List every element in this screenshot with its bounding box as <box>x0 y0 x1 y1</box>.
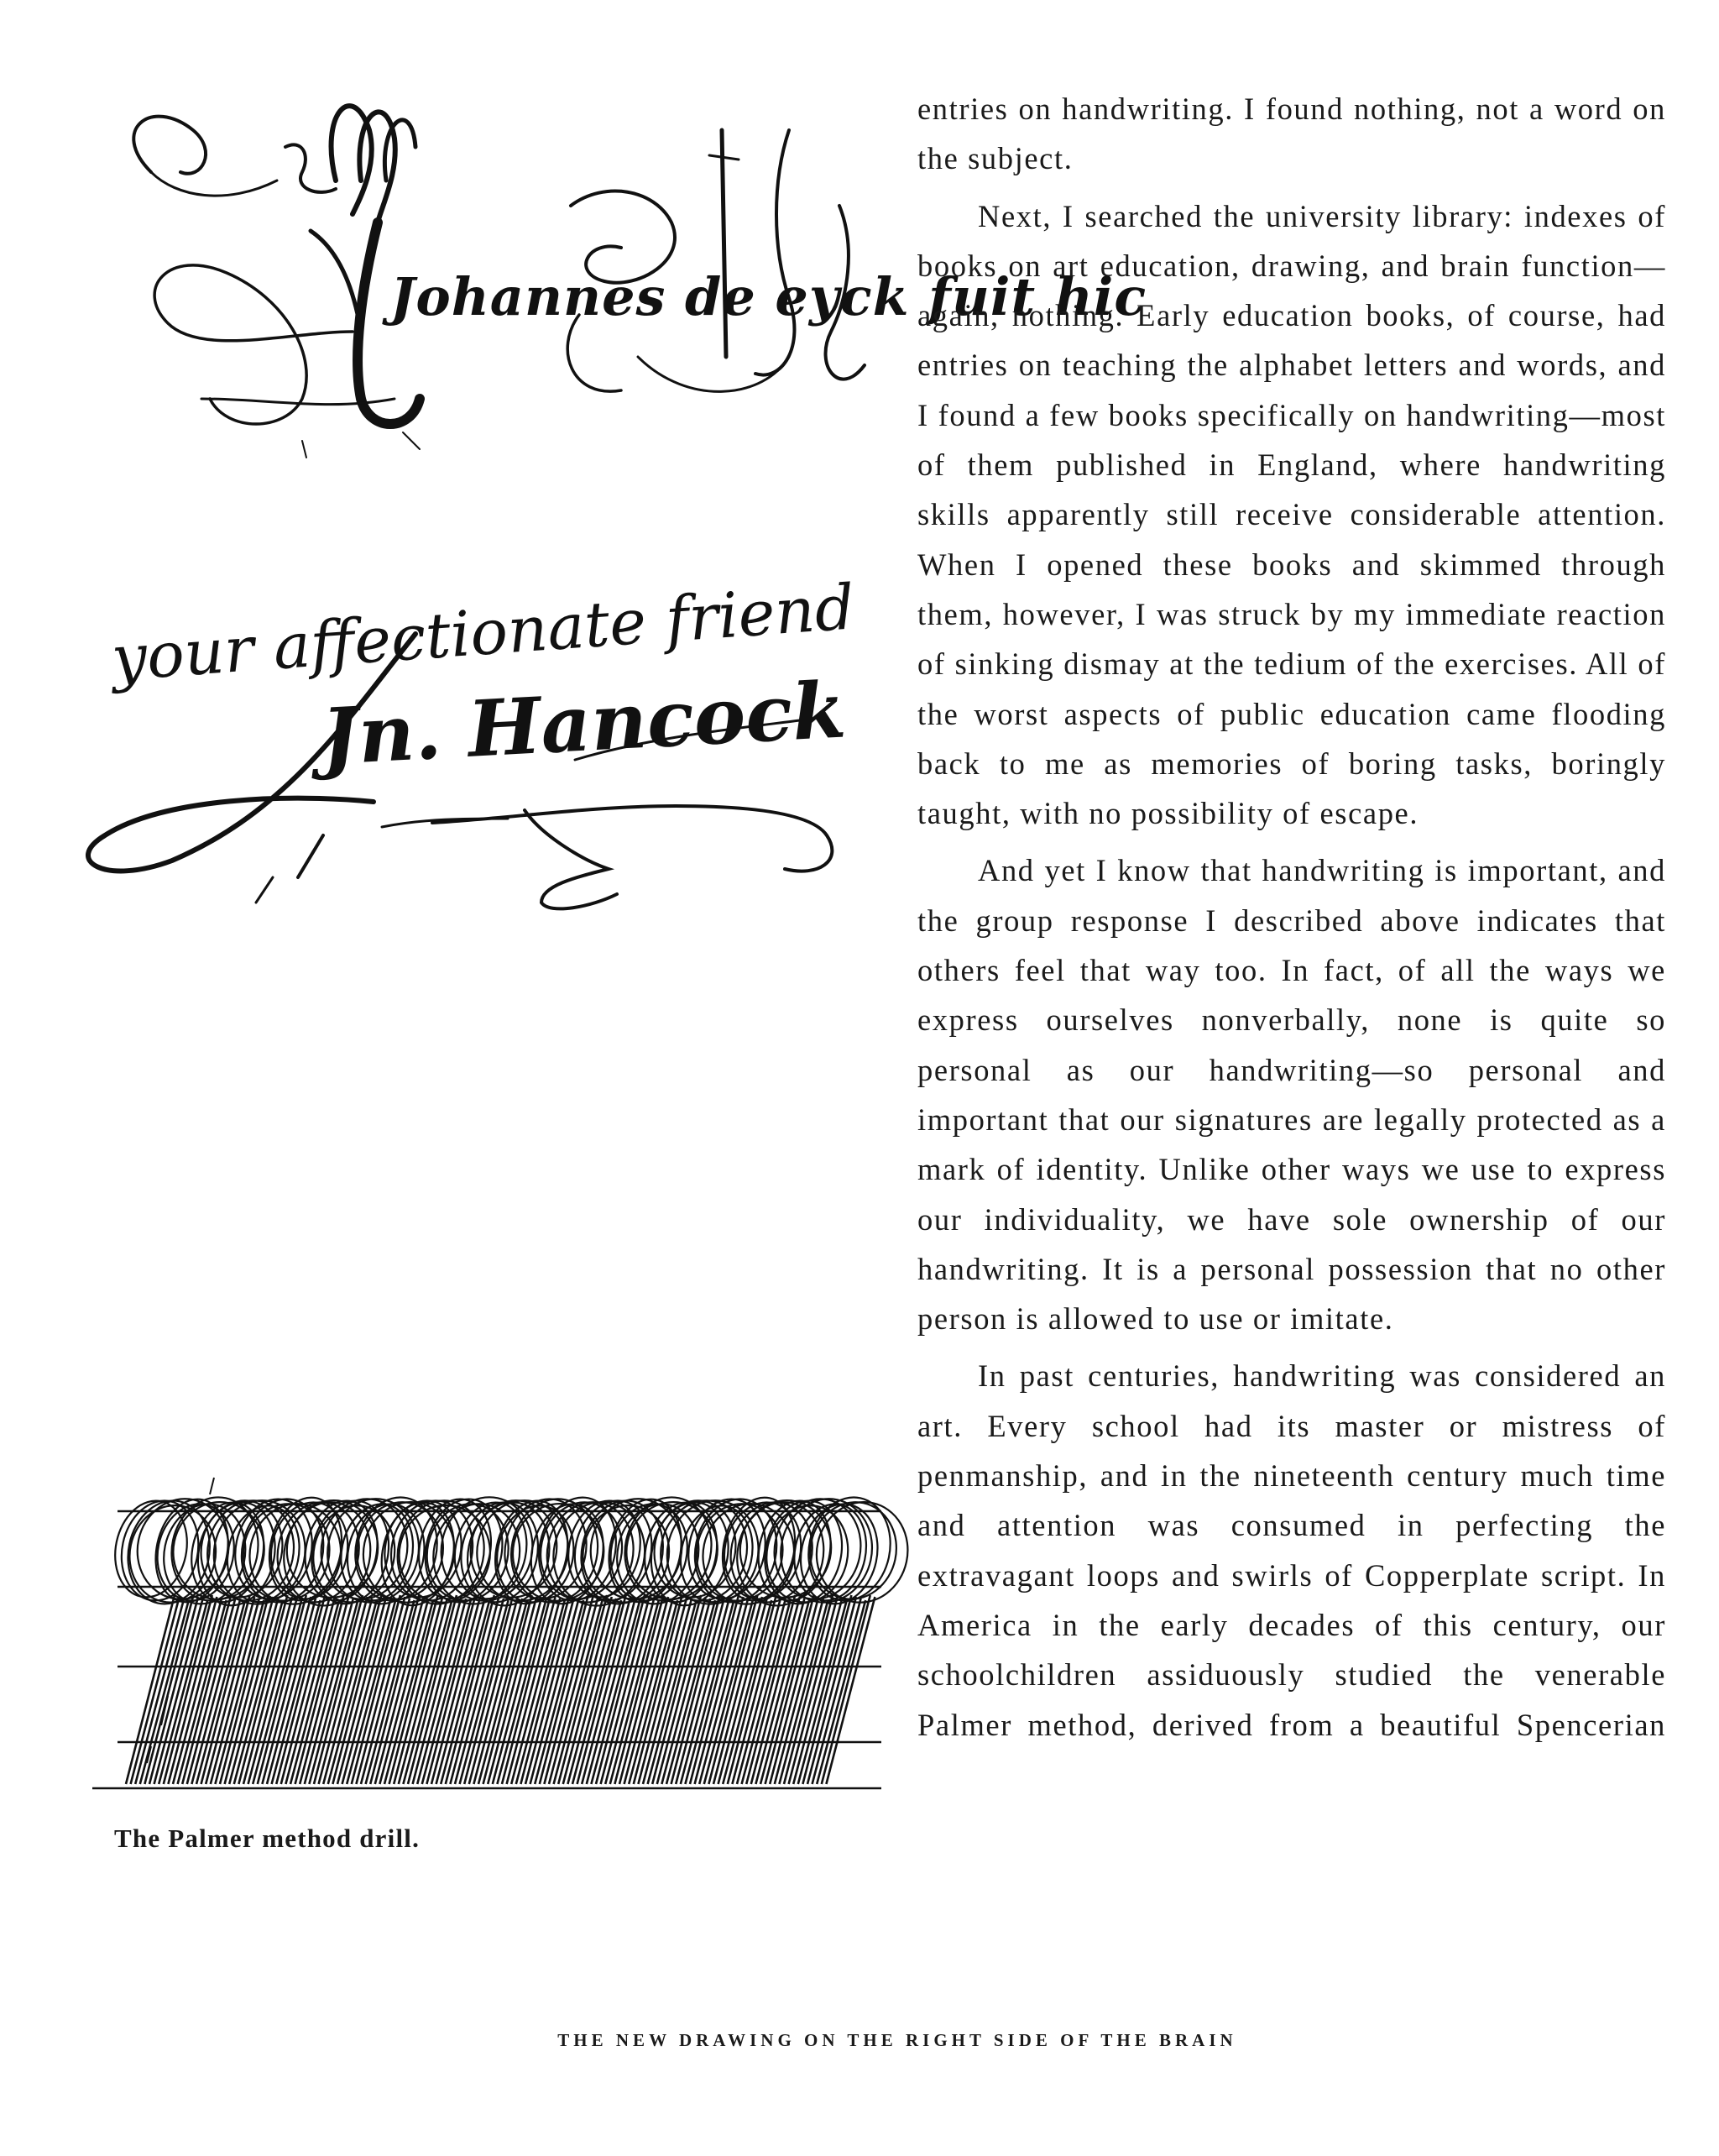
paragraph-4: In past centuries, handwriting was considered an art. Every school had its master or mistress of penmanship, and in the nineteenth century much time and attention was consumed in perfecting the extravagant loops and swirls of Copperplate script. In America in the early decades of this century, our schoolchildren assiduously studied the venerable Palmer method, derived from a beautiful Spencerian <box>917 1358 1666 1742</box>
signature-hancock-line-2: Jn. Hancock <box>319 664 849 782</box>
signature-van-eyck-image <box>101 80 1147 458</box>
palmer-method-drill-drawing <box>84 1444 881 1797</box>
running-footer: THE NEW DRAWING ON THE RIGHT SIDE OF THE BRAIN <box>557 2030 1237 2050</box>
paragraph-1: entries on handwriting. I found nothing, not a word on the subject. <box>917 92 1666 176</box>
figure-caption: The Palmer method drill. <box>114 1824 421 1853</box>
signature-van-eyck-text: Johannes de eyck fuit hic <box>390 266 1147 327</box>
signature-hancock-drawing <box>71 571 877 919</box>
signature-hancock-image <box>71 571 877 919</box>
paragraph-3: And yet I know that handwriting is important, and the group response I described above indicates that others feel that way too. In fact, of all the ways we express ourselves nonverbally, none is quite so personal as our handwriting—so personal and important that our signatures are legally protected as a mark of identity. Unlike other ways we use to express our individuality, we have sole ownership of our handwriting. It is a personal possession that no other person is allowed to use or imitate. <box>917 853 1666 1337</box>
paragraph-2: Next, I searched the university library: indexes of books on art education, drawing, and brain function—again, nothing. Early education books, of course, had entries on teaching the alphabet letters and words, and I found a few books specifically on handwriting—most of them published in England, where handwriting skills apparently still receive considerable attention. When I opened these books and skimmed through them, however, I was struck by my immediate reaction of sinking dismay at the tedium of the exercises. All of the worst aspects of public education came flooding back to me as memories of boring tasks, boringly taught, with no possibility of escape. <box>917 198 1666 831</box>
signature-hancock-line-1: your affectionate friend <box>109 571 857 695</box>
palmer-method-drill-image <box>84 1444 881 1797</box>
body-text <box>917 84 1666 1757</box>
signature-van-eyck-drawing <box>101 80 1147 458</box>
